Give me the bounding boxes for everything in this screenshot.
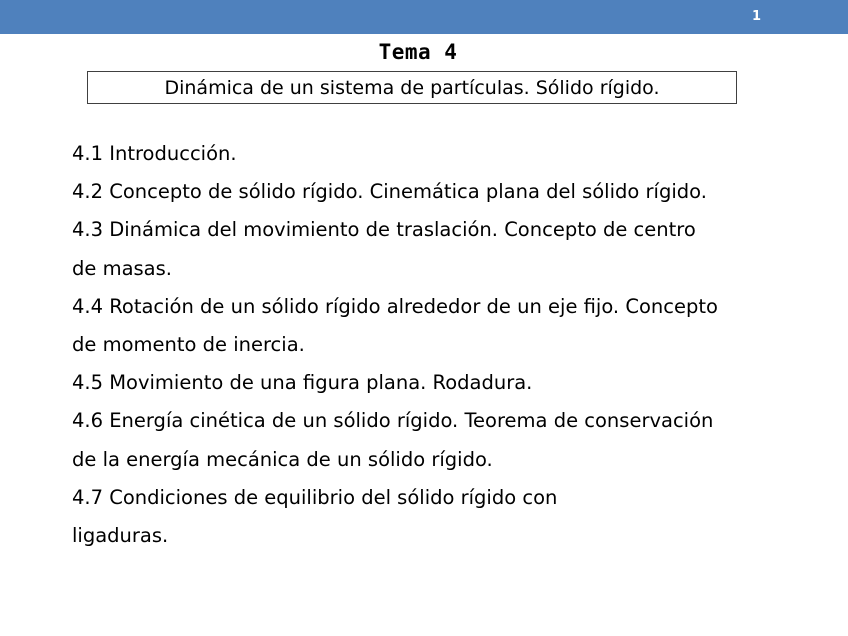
topic-line: 4.1 Introducción. <box>72 142 237 165</box>
topic-line: 4.7 Condiciones de equilibrio del sólido rígido con <box>72 485 558 509</box>
topic-list <box>72 135 812 555</box>
subtitle: Dinámica de un sistema de partículas. Sólido rígido. <box>164 76 660 99</box>
topic-line: de la energía mecánica de un sólido rígido. <box>72 447 493 471</box>
topic-line: 4.3 Dinámica del movimiento de traslación. Concepto de centro <box>72 218 696 242</box>
topic-line: 4.5 Movimiento de una figura plana. Rodadura. <box>72 371 533 395</box>
topic-line: de masas. <box>72 256 172 280</box>
topic-line: ligaduras. <box>72 523 169 547</box>
topic-line: 4.2 Concepto de sólido rígido. Cinemática plana del sólido rígido. <box>72 180 707 204</box>
topic-line: de momento de inercia. <box>72 332 305 356</box>
header-bar <box>0 0 848 34</box>
topic-line: 4.6 Energía cinética de un sólido rígido. Teorema de conservación <box>72 409 714 433</box>
topic-line: 4.4 Rotación de un sólido rígido alrededor de un eje fijo. Concepto <box>72 294 718 318</box>
page-number: 1 <box>751 9 761 24</box>
subtitle-box <box>87 71 737 104</box>
slide-title: Tema 4 <box>378 40 458 64</box>
